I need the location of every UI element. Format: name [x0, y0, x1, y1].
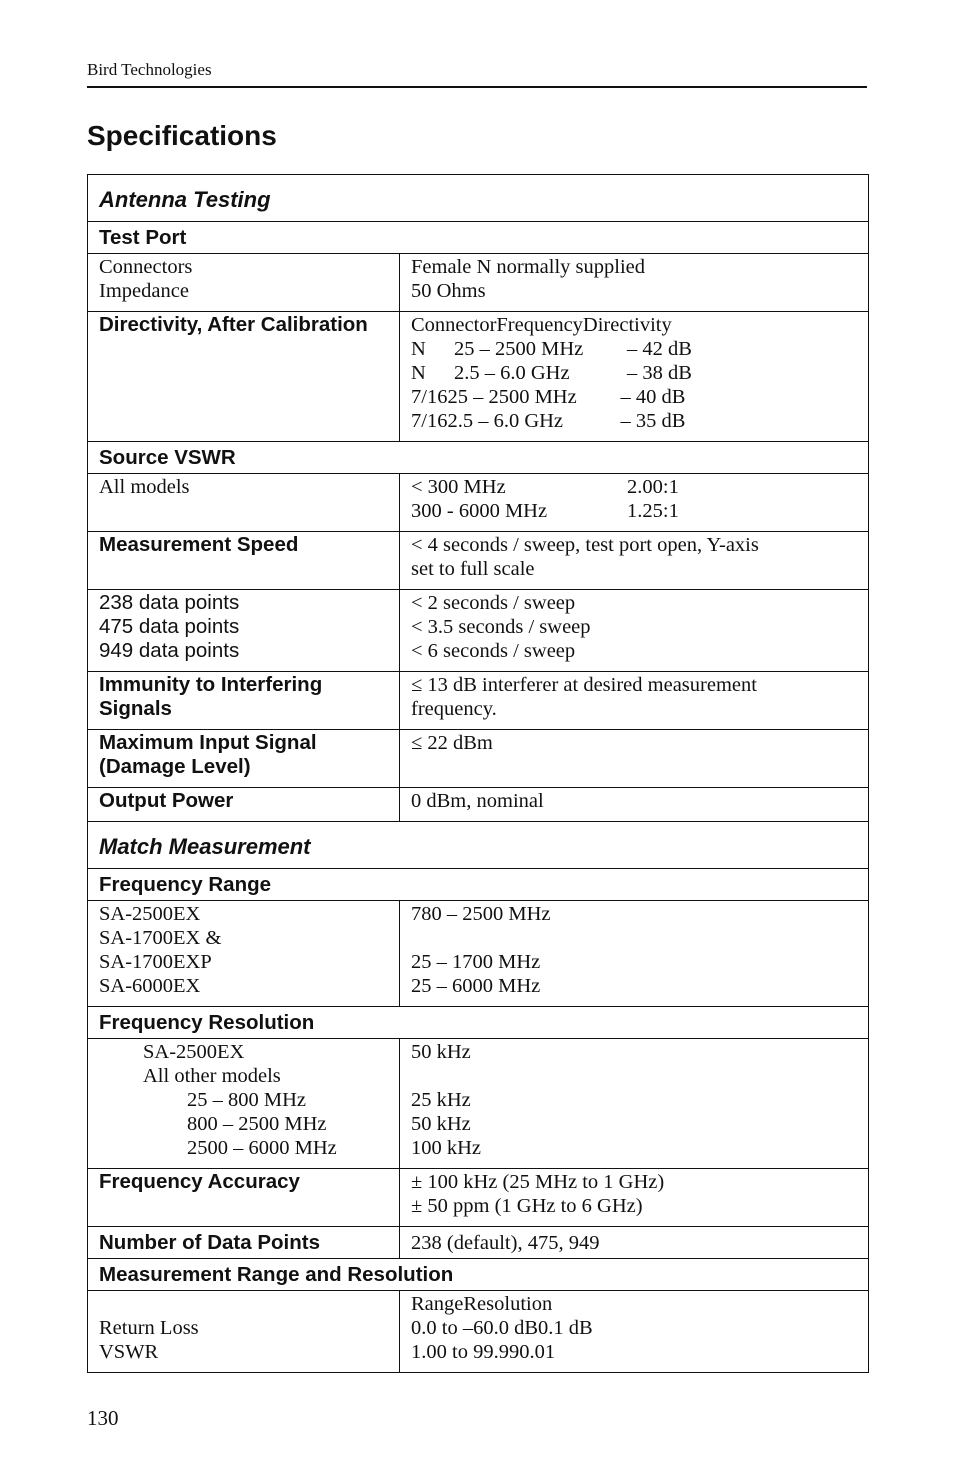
- resolution-value: 50 kHz: [411, 1041, 471, 1063]
- subhead-source-vswr: [88, 442, 869, 474]
- frequency-resolution-models: [88, 1039, 400, 1169]
- impedance-label: Impedance: [99, 280, 189, 302]
- page-number: 130: [87, 1406, 119, 1430]
- subhead-label: Frequency Range: [88, 869, 869, 901]
- accuracy-line: ± 50 ppm (1 GHz to 6 GHz): [411, 1195, 643, 1217]
- frequency-cell: 25 – 2500 MHz: [454, 338, 584, 360]
- immunity-label-line: Immunity to Interfering: [99, 673, 323, 696]
- max-input-value-line: ≤ 22 dBm: [411, 732, 493, 754]
- running-header: Bird Technologies: [87, 60, 212, 79]
- subhead-test-port: [88, 222, 869, 254]
- vswr-row: [411, 475, 868, 499]
- connectors-value: Female N normally supplied: [411, 256, 645, 278]
- subhead-label: Frequency Resolution: [88, 1007, 869, 1039]
- section-title: Antenna Testing: [88, 175, 869, 222]
- directivity-row: [411, 337, 868, 361]
- connector-cell: N: [411, 338, 426, 360]
- header-rule: [87, 86, 867, 88]
- section-title: Match Measurement: [88, 822, 869, 869]
- model-name: All other models: [143, 1065, 281, 1087]
- range-resolution-header: RangeResolution: [411, 1293, 553, 1315]
- row-frequency-range: [88, 901, 869, 1007]
- immunity-value: [400, 672, 869, 730]
- vswr-range: 300 - 6000 MHz: [411, 500, 548, 522]
- frequency-accuracy-value: [400, 1169, 869, 1227]
- data-points-values: [400, 590, 869, 672]
- range-resolution-values: [400, 1291, 869, 1373]
- model-name: SA-1700EX &: [99, 927, 222, 949]
- range-value: 25 – 6000 MHz: [411, 975, 541, 997]
- output-power-label: Output Power: [88, 788, 400, 822]
- subhead-range-resolution: [88, 1259, 869, 1291]
- range-value: 25 – 1700 MHz: [411, 951, 541, 973]
- resolution-value: 25 kHz: [411, 1089, 471, 1111]
- accuracy-line: ± 100 kHz (25 MHz to 1 GHz): [411, 1171, 665, 1193]
- speed-line: set to full scale: [411, 558, 535, 580]
- connector-cell: 7/16: [411, 386, 448, 408]
- directivity-cell: – 38 dB: [627, 362, 692, 384]
- spacer: [411, 1064, 868, 1088]
- points-label: 475 data points: [99, 615, 240, 638]
- row-frequency-accuracy: [88, 1169, 869, 1227]
- range-resolution-labels: [88, 1291, 400, 1373]
- spacer: [99, 1292, 399, 1316]
- vswr-row: [411, 499, 868, 523]
- range-value: 780 – 2500 MHz: [411, 903, 551, 925]
- model-name: SA-2500EX: [143, 1041, 245, 1063]
- row-frequency-resolution: [88, 1039, 869, 1169]
- vswr-value: 2.00:1: [627, 476, 679, 498]
- vswr-value: 1.00 to 99.990.01: [411, 1341, 556, 1363]
- sub-range: 2500 – 6000 MHz: [187, 1137, 337, 1159]
- vswr-label: VSWR: [99, 1341, 159, 1363]
- source-vswr-values: [400, 474, 869, 532]
- points-value: < 6 seconds / sweep: [411, 640, 576, 662]
- vswr-value: 1.25:1: [627, 500, 679, 522]
- section-antenna-testing: [88, 175, 869, 222]
- max-input-label-line: Maximum Input Signal: [99, 731, 317, 754]
- frequency-cell: 2.5 – 6.0 GHz: [447, 410, 564, 432]
- row-data-points: [88, 1227, 869, 1259]
- all-models-label: [88, 474, 400, 532]
- subhead-label: Source VSWR: [88, 442, 869, 474]
- resolution-value: 50 kHz: [411, 1113, 471, 1135]
- model-name: SA-2500EX: [99, 903, 201, 925]
- subhead-label: Measurement Range and Resolution: [88, 1259, 869, 1291]
- row-output-power: [88, 788, 869, 822]
- test-port-labels: [88, 254, 400, 312]
- measurement-speed-label: Measurement Speed: [88, 532, 400, 590]
- output-power-value: 0 dBm, nominal: [400, 788, 869, 822]
- immunity-label-line: Signals: [99, 697, 172, 720]
- directivity-row: [411, 361, 868, 385]
- frequency-accuracy-label: Frequency Accuracy: [88, 1169, 400, 1227]
- resolution-value: 100 kHz: [411, 1137, 482, 1159]
- points-label: 238 data points: [99, 591, 240, 614]
- vswr-range: < 300 MHz: [411, 476, 506, 498]
- frequency-cell: 25 – 2500 MHz: [447, 386, 577, 408]
- subhead-frequency-resolution: [88, 1007, 869, 1039]
- model-name: SA-6000EX: [99, 975, 201, 997]
- row-measurement-speed: [88, 532, 869, 590]
- immunity-value-line: ≤ 13 dB interferer at desired measurement: [411, 674, 757, 696]
- sub-range: 800 – 2500 MHz: [187, 1113, 327, 1135]
- row-data-points-speed: [88, 590, 869, 672]
- data-points-value: 238 (default), 475, 949: [400, 1227, 869, 1259]
- models-label: All models: [99, 476, 190, 498]
- test-port-values: [400, 254, 869, 312]
- directivity-header: ConnectorFrequencyDirectivity: [411, 314, 672, 336]
- connector-cell: N: [411, 362, 426, 384]
- section-match-measurement: [88, 822, 869, 869]
- subhead-frequency-range: [88, 869, 869, 901]
- directivity-cell: – 42 dB: [627, 338, 692, 360]
- max-input-label-line: (Damage Level): [99, 755, 251, 778]
- return-loss-label: Return Loss: [99, 1317, 199, 1339]
- measurement-speed-value: [400, 532, 869, 590]
- points-value: < 2 seconds / sweep: [411, 592, 576, 614]
- row-range-resolution: [88, 1291, 869, 1373]
- connectors-label: Connectors: [99, 256, 193, 278]
- max-input-value: [400, 730, 869, 788]
- connector-cell: 7/16: [411, 410, 448, 432]
- speed-line: < 4 seconds / sweep, test port open, Y-axis: [411, 534, 759, 556]
- return-loss-value: 0.0 to –60.0 dB0.1 dB: [411, 1317, 593, 1339]
- row-directivity: [88, 312, 869, 442]
- data-points-label: Number of Data Points: [88, 1227, 400, 1259]
- range-value: [411, 926, 868, 950]
- frequency-range-models: [88, 901, 400, 1007]
- row-source-vswr: [88, 474, 869, 532]
- max-input-label: [88, 730, 400, 788]
- directivity-cell: – 35 dB: [620, 410, 686, 432]
- data-points-labels: [88, 590, 400, 672]
- frequency-resolution-values: [400, 1039, 869, 1169]
- directivity-row: [411, 385, 868, 409]
- impedance-value: 50 Ohms: [411, 280, 486, 302]
- directivity-values: [400, 312, 869, 442]
- directivity-label: Directivity, After Calibration: [88, 312, 400, 442]
- immunity-label: [88, 672, 400, 730]
- immunity-value-line: frequency.: [411, 698, 497, 720]
- subhead-label: Test Port: [88, 222, 869, 254]
- frequency-range-values: [400, 901, 869, 1007]
- specifications-table: [87, 174, 869, 1373]
- points-value: < 3.5 seconds / sweep: [411, 616, 591, 638]
- row-immunity: [88, 672, 869, 730]
- points-label: 949 data points: [99, 639, 240, 662]
- directivity-row: [411, 409, 868, 433]
- page-title: Specifications: [87, 120, 277, 151]
- row-max-input: [88, 730, 869, 788]
- directivity-cell: – 40 dB: [620, 386, 686, 408]
- frequency-cell: 2.5 – 6.0 GHz: [454, 362, 570, 384]
- row-test-port: [88, 254, 869, 312]
- model-name: SA-1700EXP: [99, 951, 212, 973]
- sub-range: 25 – 800 MHz: [187, 1089, 307, 1111]
